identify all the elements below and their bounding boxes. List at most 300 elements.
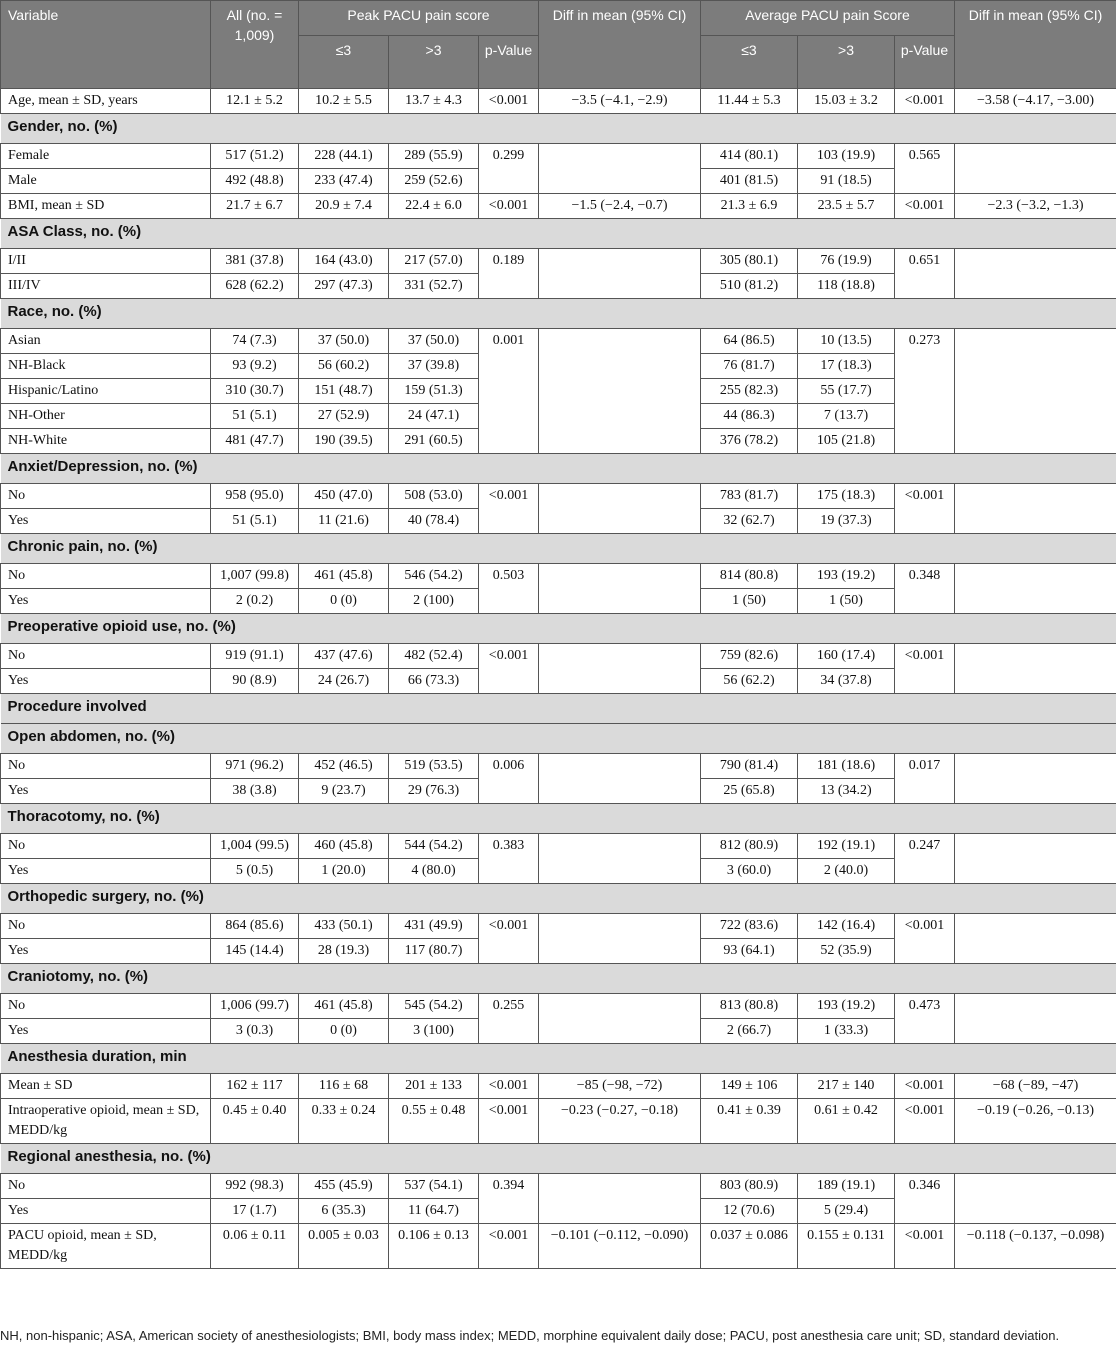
cell-average-pvalue: 0.651 xyxy=(895,249,955,299)
cell-average-le3: 803 (80.9) xyxy=(701,1174,798,1199)
row-label: Asian xyxy=(1,329,211,354)
cell-average-gt3: 76 (19.9) xyxy=(798,249,895,274)
cell-all: 492 (48.8) xyxy=(211,169,299,194)
row-label: Male xyxy=(1,169,211,194)
cell-average-gt3: 0.61 ± 0.42 xyxy=(798,1099,895,1144)
cell-all: 381 (37.8) xyxy=(211,249,299,274)
cell-average-le3: 790 (81.4) xyxy=(701,754,798,779)
cell-peak-diff xyxy=(539,484,701,534)
cell-average-diff: −0.118 (−0.137, −0.098) xyxy=(955,1224,1116,1269)
cell-average-gt3: 181 (18.6) xyxy=(798,754,895,779)
table-row xyxy=(1,994,1116,1019)
cell-average-gt3: 193 (19.2) xyxy=(798,564,895,589)
cell-all: 51 (5.1) xyxy=(211,509,299,534)
section-title: Craniotomy, no. (%) xyxy=(1,964,1116,994)
cell-peak-gt3: 40 (78.4) xyxy=(389,509,479,534)
cell-average-le3: 812 (80.9) xyxy=(701,834,798,859)
cell-average-le3: 722 (83.6) xyxy=(701,914,798,939)
cell-all: 864 (85.6) xyxy=(211,914,299,939)
cell-all: 3 (0.3) xyxy=(211,1019,299,1044)
row-label: Yes xyxy=(1,939,211,964)
table-row xyxy=(1,834,1116,859)
section-header-row xyxy=(1,219,1116,249)
row-label: Yes xyxy=(1,1019,211,1044)
cell-average-gt3: 55 (17.7) xyxy=(798,379,895,404)
cell-peak-diff: −85 (−98, −72) xyxy=(539,1074,701,1099)
cell-average-gt3: 1 (33.3) xyxy=(798,1019,895,1044)
cell-average-pvalue: 0.017 xyxy=(895,754,955,804)
row-label: No xyxy=(1,914,211,939)
cell-average-gt3: 0.155 ± 0.131 xyxy=(798,1224,895,1269)
cell-average-gt3: 17 (18.3) xyxy=(798,354,895,379)
cell-peak-le3: 297 (47.3) xyxy=(299,274,389,299)
cell-peak-gt3: 24 (47.1) xyxy=(389,404,479,429)
cell-peak-le3: 37 (50.0) xyxy=(299,329,389,354)
cell-peak-le3: 452 (46.5) xyxy=(299,754,389,779)
cell-peak-diff: −1.5 (−2.4, −0.7) xyxy=(539,194,701,219)
cell-average-le3: 149 ± 106 xyxy=(701,1074,798,1099)
cell-all: 992 (98.3) xyxy=(211,1174,299,1199)
cell-peak-le3: 461 (45.8) xyxy=(299,564,389,589)
cell-average-gt3: 1 (50) xyxy=(798,589,895,614)
cell-all: 1,007 (99.8) xyxy=(211,564,299,589)
cell-peak-le3: 0.33 ± 0.24 xyxy=(299,1099,389,1144)
section-title: Anxiet/Depression, no. (%) xyxy=(1,454,1116,484)
row-label: NH-Other xyxy=(1,404,211,429)
table-row xyxy=(1,1174,1116,1199)
cell-peak-pvalue: <0.001 xyxy=(479,644,539,694)
cell-peak-le3: 164 (43.0) xyxy=(299,249,389,274)
cell-peak-pvalue: 0.503 xyxy=(479,564,539,614)
cell-peak-pvalue: 0.394 xyxy=(479,1174,539,1224)
cell-average-gt3: 10 (13.5) xyxy=(798,329,895,354)
cell-peak-le3: 6 (35.3) xyxy=(299,1199,389,1224)
cell-peak-pvalue: <0.001 xyxy=(479,194,539,219)
cell-peak-gt3: 201 ± 133 xyxy=(389,1074,479,1099)
cell-average-pvalue: 0.273 xyxy=(895,329,955,454)
cell-peak-gt3: 117 (80.7) xyxy=(389,939,479,964)
cell-peak-le3: 233 (47.4) xyxy=(299,169,389,194)
cell-peak-pvalue: 0.001 xyxy=(479,329,539,454)
table-row xyxy=(1,329,1116,354)
row-label: NH-White xyxy=(1,429,211,454)
cell-average-gt3: 192 (19.1) xyxy=(798,834,895,859)
cell-peak-pvalue: <0.001 xyxy=(479,1074,539,1099)
cell-average-le3: 813 (80.8) xyxy=(701,994,798,1019)
cell-average-gt3: 217 ± 140 xyxy=(798,1074,895,1099)
cell-peak-le3: 450 (47.0) xyxy=(299,484,389,509)
cell-average-le3: 76 (81.7) xyxy=(701,354,798,379)
cell-average-le3: 783 (81.7) xyxy=(701,484,798,509)
row-label: No xyxy=(1,564,211,589)
cell-peak-pvalue: 0.299 xyxy=(479,144,539,194)
section-header-row xyxy=(1,1044,1116,1074)
cell-peak-diff xyxy=(539,329,701,454)
table-row xyxy=(1,1074,1116,1099)
cell-peak-diff xyxy=(539,1174,701,1224)
cell-average-gt3: 7 (13.7) xyxy=(798,404,895,429)
cell-peak-diff xyxy=(539,914,701,964)
section-title: Procedure involved xyxy=(1,694,1116,724)
table-row xyxy=(1,1224,1116,1269)
cell-peak-le3: 461 (45.8) xyxy=(299,994,389,1019)
cell-peak-gt3: 3 (100) xyxy=(389,1019,479,1044)
cell-peak-diff xyxy=(539,994,701,1044)
cell-all: 162 ± 117 xyxy=(211,1074,299,1099)
cell-average-diff xyxy=(955,1174,1116,1224)
cell-peak-gt3: 29 (76.3) xyxy=(389,779,479,804)
cell-peak-le3: 28 (19.3) xyxy=(299,939,389,964)
section-header-row xyxy=(1,299,1116,329)
cell-all: 1,006 (99.7) xyxy=(211,994,299,1019)
header-peak-le3: ≤3 xyxy=(299,36,389,89)
cell-peak-diff: −0.23 (−0.27, −0.18) xyxy=(539,1099,701,1144)
section-title: Gender, no. (%) xyxy=(1,114,1116,144)
cell-peak-le3: 20.9 ± 7.4 xyxy=(299,194,389,219)
cell-all: 0.45 ± 0.40 xyxy=(211,1099,299,1144)
cell-average-diff xyxy=(955,914,1116,964)
cell-average-le3: 21.3 ± 6.9 xyxy=(701,194,798,219)
cell-average-le3: 0.037 ± 0.086 xyxy=(701,1224,798,1269)
cell-peak-gt3: 331 (52.7) xyxy=(389,274,479,299)
cell-all: 12.1 ± 5.2 xyxy=(211,89,299,114)
cell-average-le3: 64 (86.5) xyxy=(701,329,798,354)
cell-average-gt3: 193 (19.2) xyxy=(798,994,895,1019)
cell-average-le3: 32 (62.7) xyxy=(701,509,798,534)
cell-average-le3: 2 (66.7) xyxy=(701,1019,798,1044)
row-label: III/IV xyxy=(1,274,211,299)
section-title: Anesthesia duration, min xyxy=(1,1044,1116,1074)
table-row xyxy=(1,1099,1116,1144)
cell-peak-gt3: 537 (54.1) xyxy=(389,1174,479,1199)
cell-average-le3: 814 (80.8) xyxy=(701,564,798,589)
row-label: NH-Black xyxy=(1,354,211,379)
header-variable: Variable xyxy=(1,1,211,89)
cell-all: 21.7 ± 6.7 xyxy=(211,194,299,219)
cell-average-pvalue: 0.247 xyxy=(895,834,955,884)
cell-average-le3: 25 (65.8) xyxy=(701,779,798,804)
section-header-row xyxy=(1,114,1116,144)
cell-average-diff: −0.19 (−0.26, −0.13) xyxy=(955,1099,1116,1144)
row-label: Yes xyxy=(1,1199,211,1224)
cell-average-le3: 93 (64.1) xyxy=(701,939,798,964)
cell-average-gt3: 189 (19.1) xyxy=(798,1174,895,1199)
cell-average-diff: −2.3 (−3.2, −1.3) xyxy=(955,194,1116,219)
cell-average-gt3: 118 (18.8) xyxy=(798,274,895,299)
section-header-row xyxy=(1,694,1116,724)
cell-average-pvalue: <0.001 xyxy=(895,89,955,114)
cell-peak-pvalue: <0.001 xyxy=(479,1099,539,1144)
cell-average-le3: 759 (82.6) xyxy=(701,644,798,669)
table-row xyxy=(1,754,1116,779)
header-peak-gt3: >3 xyxy=(389,36,479,89)
section-header-row xyxy=(1,884,1116,914)
cell-peak-diff xyxy=(539,249,701,299)
table-row xyxy=(1,564,1116,589)
cell-peak-pvalue: 0.006 xyxy=(479,754,539,804)
cell-peak-gt3: 4 (80.0) xyxy=(389,859,479,884)
cell-average-le3: 376 (78.2) xyxy=(701,429,798,454)
cell-peak-le3: 151 (48.7) xyxy=(299,379,389,404)
cell-all: 93 (9.2) xyxy=(211,354,299,379)
cell-peak-le3: 11 (21.6) xyxy=(299,509,389,534)
cell-average-gt3: 2 (40.0) xyxy=(798,859,895,884)
header-average-group: Average PACU pain Score xyxy=(701,1,955,36)
row-label: PACU opioid, mean ± SD, MEDD/kg xyxy=(1,1224,211,1269)
cell-average-diff xyxy=(955,834,1116,884)
table-row xyxy=(1,644,1116,669)
header-peak-group: Peak PACU pain score xyxy=(299,1,539,36)
cell-all: 971 (96.2) xyxy=(211,754,299,779)
cell-average-pvalue: <0.001 xyxy=(895,1224,955,1269)
cell-peak-gt3: 217 (57.0) xyxy=(389,249,479,274)
row-label: Female xyxy=(1,144,211,169)
cell-peak-gt3: 431 (49.9) xyxy=(389,914,479,939)
cell-peak-le3: 10.2 ± 5.5 xyxy=(299,89,389,114)
row-label: No xyxy=(1,644,211,669)
cell-average-le3: 56 (62.2) xyxy=(701,669,798,694)
cell-all: 0.06 ± 0.11 xyxy=(211,1224,299,1269)
cell-average-diff xyxy=(955,329,1116,454)
cell-average-gt3: 91 (18.5) xyxy=(798,169,895,194)
cell-peak-gt3: 37 (50.0) xyxy=(389,329,479,354)
cell-average-pvalue: <0.001 xyxy=(895,1074,955,1099)
cell-peak-le3: 228 (44.1) xyxy=(299,144,389,169)
section-title: Open abdomen, no. (%) xyxy=(1,724,1116,754)
cell-average-le3: 510 (81.2) xyxy=(701,274,798,299)
cell-peak-le3: 0 (0) xyxy=(299,589,389,614)
section-header-row xyxy=(1,534,1116,564)
row-label: BMI, mean ± SD xyxy=(1,194,211,219)
row-label: Intraoperative opioid, mean ± SD, MEDD/kg xyxy=(1,1099,211,1144)
cell-average-gt3: 160 (17.4) xyxy=(798,644,895,669)
cell-average-pvalue: <0.001 xyxy=(895,644,955,694)
cell-all: 958 (95.0) xyxy=(211,484,299,509)
table-row xyxy=(1,144,1116,169)
section-title: ASA Class, no. (%) xyxy=(1,219,1116,249)
cell-average-gt3: 5 (29.4) xyxy=(798,1199,895,1224)
header-average-le3: ≤3 xyxy=(701,36,798,89)
cell-average-diff xyxy=(955,754,1116,804)
cell-average-gt3: 142 (16.4) xyxy=(798,914,895,939)
row-label: Yes xyxy=(1,669,211,694)
cell-average-gt3: 52 (35.9) xyxy=(798,939,895,964)
section-title: Preoperative opioid use, no. (%) xyxy=(1,614,1116,644)
header-all: All (no. = 1,009) xyxy=(211,1,299,89)
section-title: Race, no. (%) xyxy=(1,299,1116,329)
cell-peak-gt3: 519 (53.5) xyxy=(389,754,479,779)
cell-peak-diff xyxy=(539,564,701,614)
cell-all: 310 (30.7) xyxy=(211,379,299,404)
cell-peak-le3: 0 (0) xyxy=(299,1019,389,1044)
cell-average-gt3: 105 (21.8) xyxy=(798,429,895,454)
cell-all: 628 (62.2) xyxy=(211,274,299,299)
cell-all: 517 (51.2) xyxy=(211,144,299,169)
cell-average-diff xyxy=(955,564,1116,614)
section-title: Thoracotomy, no. (%) xyxy=(1,804,1116,834)
cell-peak-pvalue: <0.001 xyxy=(479,1224,539,1269)
cell-peak-gt3: 259 (52.6) xyxy=(389,169,479,194)
cell-average-gt3: 103 (19.9) xyxy=(798,144,895,169)
section-header-row xyxy=(1,454,1116,484)
header-diff-average: Diff in mean (95% CI) xyxy=(955,1,1116,89)
cell-average-pvalue: <0.001 xyxy=(895,914,955,964)
cell-peak-le3: 24 (26.7) xyxy=(299,669,389,694)
cell-peak-gt3: 0.55 ± 0.48 xyxy=(389,1099,479,1144)
header-diff-peak: Diff in mean (95% CI) xyxy=(539,1,701,89)
cell-average-le3: 401 (81.5) xyxy=(701,169,798,194)
cell-average-gt3: 34 (37.8) xyxy=(798,669,895,694)
cell-average-le3: 12 (70.6) xyxy=(701,1199,798,1224)
cell-peak-le3: 460 (45.8) xyxy=(299,834,389,859)
cell-peak-pvalue: <0.001 xyxy=(479,484,539,534)
row-label: No xyxy=(1,754,211,779)
section-header-row xyxy=(1,964,1116,994)
cell-peak-gt3: 66 (73.3) xyxy=(389,669,479,694)
cell-average-diff xyxy=(955,484,1116,534)
cell-average-le3: 1 (50) xyxy=(701,589,798,614)
cell-average-le3: 414 (80.1) xyxy=(701,144,798,169)
cell-peak-gt3: 2 (100) xyxy=(389,589,479,614)
section-title: Regional anesthesia, no. (%) xyxy=(1,1144,1116,1174)
table-row xyxy=(1,484,1116,509)
cell-average-le3: 11.44 ± 5.3 xyxy=(701,89,798,114)
cell-average-gt3: 15.03 ± 3.2 xyxy=(798,89,895,114)
cell-average-pvalue: <0.001 xyxy=(895,1099,955,1144)
cell-average-diff xyxy=(955,644,1116,694)
cell-peak-gt3: 11 (64.7) xyxy=(389,1199,479,1224)
cell-peak-le3: 27 (52.9) xyxy=(299,404,389,429)
cell-average-gt3: 13 (34.2) xyxy=(798,779,895,804)
cell-peak-pvalue: 0.383 xyxy=(479,834,539,884)
cell-average-pvalue: <0.001 xyxy=(895,484,955,534)
cell-peak-gt3: 291 (60.5) xyxy=(389,429,479,454)
section-header-row xyxy=(1,1144,1116,1174)
cell-peak-gt3: 546 (54.2) xyxy=(389,564,479,589)
table-row xyxy=(1,249,1116,274)
cell-average-diff xyxy=(955,249,1116,299)
cell-peak-diff xyxy=(539,834,701,884)
row-label: Yes xyxy=(1,859,211,884)
section-title: Chronic pain, no. (%) xyxy=(1,534,1116,564)
cell-peak-le3: 0.005 ± 0.03 xyxy=(299,1224,389,1269)
cell-peak-diff: −0.101 (−0.112, −0.090) xyxy=(539,1224,701,1269)
cell-peak-le3: 433 (50.1) xyxy=(299,914,389,939)
cell-peak-diff xyxy=(539,644,701,694)
cell-peak-pvalue: <0.001 xyxy=(479,89,539,114)
cell-average-le3: 255 (82.3) xyxy=(701,379,798,404)
cell-peak-pvalue: <0.001 xyxy=(479,914,539,964)
section-title: Orthopedic surgery, no. (%) xyxy=(1,884,1116,914)
section-header-row xyxy=(1,614,1116,644)
cell-all: 145 (14.4) xyxy=(211,939,299,964)
cell-peak-gt3: 545 (54.2) xyxy=(389,994,479,1019)
table-row xyxy=(1,194,1116,219)
cell-peak-gt3: 159 (51.3) xyxy=(389,379,479,404)
row-label: I/II xyxy=(1,249,211,274)
cell-average-gt3: 19 (37.3) xyxy=(798,509,895,534)
table-body xyxy=(1,89,1116,1269)
header-peak-pvalue: p-Value xyxy=(479,36,539,89)
section-header-row xyxy=(1,724,1116,754)
cell-peak-gt3: 0.106 ± 0.13 xyxy=(389,1224,479,1269)
cell-peak-le3: 437 (47.6) xyxy=(299,644,389,669)
row-label: Yes xyxy=(1,589,211,614)
cell-average-pvalue: 0.473 xyxy=(895,994,955,1044)
cell-peak-le3: 190 (39.5) xyxy=(299,429,389,454)
cell-all: 5 (0.5) xyxy=(211,859,299,884)
cell-average-gt3: 23.5 ± 5.7 xyxy=(798,194,895,219)
cell-peak-pvalue: 0.189 xyxy=(479,249,539,299)
cell-peak-le3: 56 (60.2) xyxy=(299,354,389,379)
header-average-pvalue: p-Value xyxy=(895,36,955,89)
cell-peak-gt3: 482 (52.4) xyxy=(389,644,479,669)
table-row xyxy=(1,914,1116,939)
table-row xyxy=(1,89,1116,114)
cell-all: 90 (8.9) xyxy=(211,669,299,694)
cell-peak-gt3: 13.7 ± 4.3 xyxy=(389,89,479,114)
row-label: No xyxy=(1,834,211,859)
cell-average-pvalue: 0.565 xyxy=(895,144,955,194)
row-label: No xyxy=(1,994,211,1019)
cell-peak-gt3: 508 (53.0) xyxy=(389,484,479,509)
row-label: No xyxy=(1,484,211,509)
row-label: Yes xyxy=(1,779,211,804)
cell-peak-diff: −3.5 (−4.1, −2.9) xyxy=(539,89,701,114)
cell-all: 481 (47.7) xyxy=(211,429,299,454)
cell-average-pvalue: <0.001 xyxy=(895,194,955,219)
row-label: No xyxy=(1,1174,211,1199)
cell-all: 1,004 (99.5) xyxy=(211,834,299,859)
cell-average-diff xyxy=(955,144,1116,194)
cell-peak-diff xyxy=(539,754,701,804)
cell-average-pvalue: 0.348 xyxy=(895,564,955,614)
row-label: Hispanic/Latino xyxy=(1,379,211,404)
section-header-row xyxy=(1,804,1116,834)
cell-all: 17 (1.7) xyxy=(211,1199,299,1224)
cell-peak-gt3: 37 (39.8) xyxy=(389,354,479,379)
cell-peak-le3: 1 (20.0) xyxy=(299,859,389,884)
cell-peak-gt3: 22.4 ± 6.0 xyxy=(389,194,479,219)
cell-average-pvalue: 0.346 xyxy=(895,1174,955,1224)
cell-average-le3: 44 (86.3) xyxy=(701,404,798,429)
header-average-gt3: >3 xyxy=(798,36,895,89)
cell-peak-gt3: 544 (54.2) xyxy=(389,834,479,859)
cell-average-le3: 305 (80.1) xyxy=(701,249,798,274)
cell-average-diff: −68 (−89, −47) xyxy=(955,1074,1116,1099)
row-label: Age, mean ± SD, years xyxy=(1,89,211,114)
table-footnote: NH, non-hispanic; ASA, American society of anesthesiologists; BMI, body mass index; MEDD, morphine equivalent daily dose; PACU, post anesthesia care unit; SD, standard deviation. xyxy=(0,1328,1060,1343)
cell-all: 51 (5.1) xyxy=(211,404,299,429)
cell-all: 38 (3.8) xyxy=(211,779,299,804)
cell-all: 74 (7.3) xyxy=(211,329,299,354)
cell-peak-diff xyxy=(539,144,701,194)
row-label: Mean ± SD xyxy=(1,1074,211,1099)
cell-average-diff xyxy=(955,994,1116,1044)
row-label: Yes xyxy=(1,509,211,534)
cell-all: 919 (91.1) xyxy=(211,644,299,669)
cell-peak-le3: 9 (23.7) xyxy=(299,779,389,804)
cell-average-le3: 3 (60.0) xyxy=(701,859,798,884)
cell-peak-le3: 116 ± 68 xyxy=(299,1074,389,1099)
cell-all: 2 (0.2) xyxy=(211,589,299,614)
cell-average-gt3: 175 (18.3) xyxy=(798,484,895,509)
cell-peak-gt3: 289 (55.9) xyxy=(389,144,479,169)
cell-average-diff: −3.58 (−4.17, −3.00) xyxy=(955,89,1116,114)
cell-peak-le3: 455 (45.9) xyxy=(299,1174,389,1199)
cell-peak-pvalue: 0.255 xyxy=(479,994,539,1044)
cell-average-le3: 0.41 ± 0.39 xyxy=(701,1099,798,1144)
